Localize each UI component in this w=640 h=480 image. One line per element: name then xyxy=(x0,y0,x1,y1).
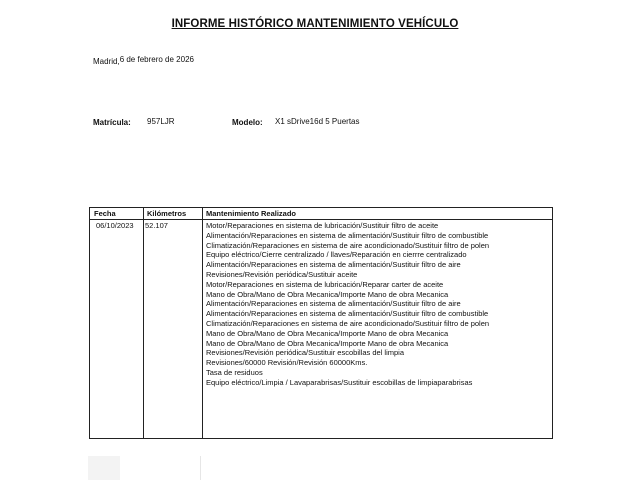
maintenance-list xyxy=(206,221,548,388)
maintenance-item: Motor/Reparaciones en sistema de lubricación/Reparar carter de aceite xyxy=(206,279,444,289)
maintenance-item: Alimentación/Reparaciones en sistema de alimentación/Sustituir filtro de combustible xyxy=(206,230,489,240)
maintenance-item: Climatización/Reparaciones en sistema de aire acondicionado/Sustituir filtro de polen xyxy=(206,318,490,328)
row-km: 52.107 xyxy=(145,221,168,230)
plate-value: 957LJR xyxy=(147,117,175,126)
report-title: INFORME HISTÓRICO MANTENIMIENTO VEHÍCULO xyxy=(171,18,459,30)
model-label: Modelo: xyxy=(232,118,263,127)
maintenance-item: Climatización/Reparaciones en sistema de aire acondicionado/Sustituir filtro de polen xyxy=(206,240,490,250)
maintenance-item: Alimentación/Reparaciones en sistema de alimentación/Sustituir filtro de aire xyxy=(206,299,461,309)
maintenance-item: Equipo eléctrico/Cierre centralizado / llaves/Reparación en cierrre centralizado xyxy=(206,250,467,260)
footer-block xyxy=(88,456,120,480)
report-date: 6 de febrero de 2026 xyxy=(119,55,194,64)
maintenance-item: Motor/Reparaciones en sistema de lubricación/Sustituir filtro de aceite xyxy=(206,221,439,230)
header-date: Fecha xyxy=(94,209,116,218)
report-date-line xyxy=(93,55,194,64)
maintenance-item: Revisiones/Revisión periódica/Sustituir escobillas del limpia xyxy=(206,348,405,358)
maintenance-item: Mano de Obra/Mano de Obra Mecanica/Importe Mano de obra Mecanica xyxy=(206,289,449,299)
maintenance-item: Alimentación/Reparaciones en sistema de alimentación/Sustituir filtro de aire xyxy=(206,260,461,270)
maintenance-item: Revisiones/Revisión periódica/Sustituir aceite xyxy=(206,269,358,279)
maintenance-item: Alimentación/Reparaciones en sistema de alimentación/Sustituir filtro de combustible xyxy=(206,309,489,319)
footer-divider xyxy=(200,456,201,480)
column-divider-km xyxy=(202,208,203,438)
row-date: 06/10/2023 xyxy=(96,221,134,230)
model-value: X1 sDrive16d 5 Puertas xyxy=(275,117,360,126)
header-km: Kilómetros xyxy=(147,209,187,218)
maintenance-item: Mano de Obra/Mano de Obra Mecanica/Importe Mano de obra Mecanica xyxy=(206,328,449,338)
maintenance-item: Mano de Obra/Mano de Obra Mecanica/Importe Mano de obra Mecanica xyxy=(206,338,449,348)
maintenance-table xyxy=(89,207,553,439)
header-maintenance: Mantenimiento Realizado xyxy=(206,209,297,218)
plate-label: Matrícula: xyxy=(93,118,131,127)
column-divider-date xyxy=(143,208,144,438)
table-header-divider xyxy=(90,219,552,220)
maintenance-item: Equipo eléctrico/Limpia / Lavaparabrisas/Sustituir escobillas de limpiaparabrisas xyxy=(206,377,473,387)
maintenance-item: Tasa de residuos xyxy=(206,367,263,377)
maintenance-item: Revisiones/60000 Revisión/Revisión 60000Kms. xyxy=(206,358,368,368)
report-place: Madrid, xyxy=(93,57,120,66)
